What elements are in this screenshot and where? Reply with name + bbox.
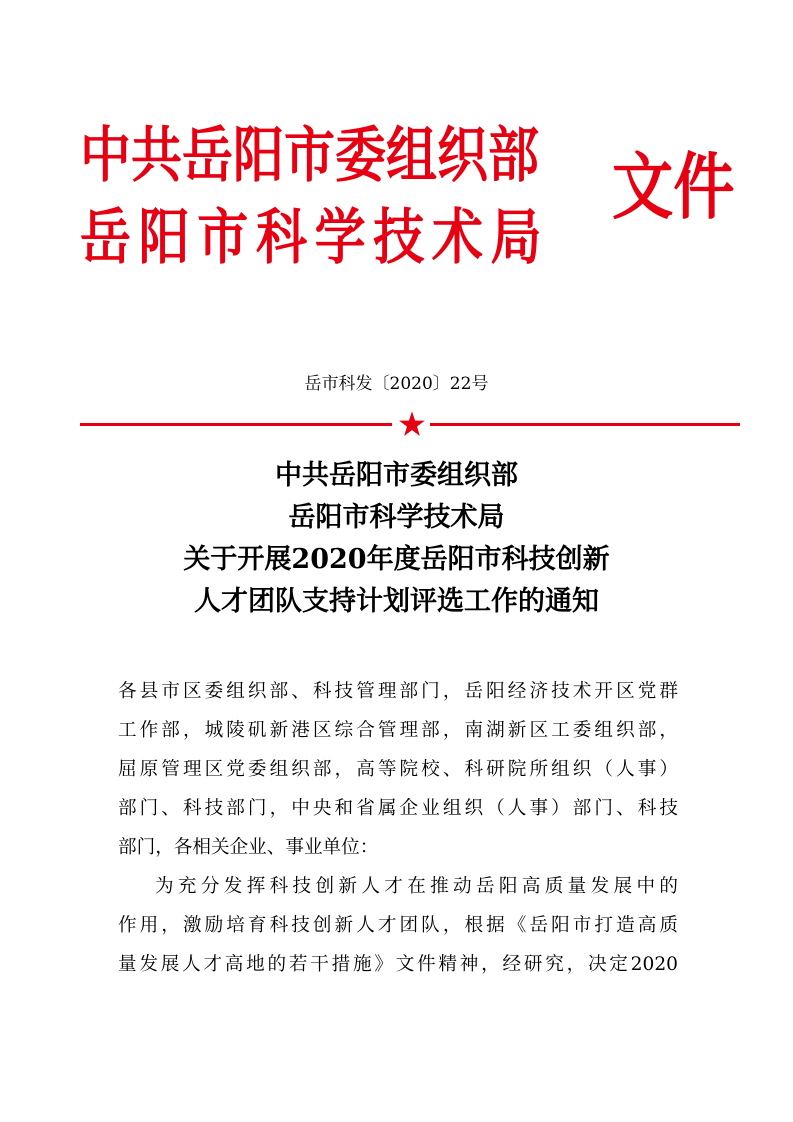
recipients-line: 屈原管理区党委组织部，高等院校、科研院所组织（人事）	[118, 759, 678, 780]
red-rule-right	[430, 423, 740, 426]
document-number: 岳市科发〔2020〕22号	[304, 374, 489, 394]
title-line-1: 中共岳阳市委组织部	[275, 460, 518, 491]
document-title	[0, 455, 793, 623]
recipients-block	[118, 672, 678, 867]
red-rule-left	[80, 423, 392, 426]
paragraph-line: 量发展人才高地的若干措施》文件精神，经研究，决定2020	[118, 954, 678, 975]
title-line-2: 岳阳市科学技术局	[288, 502, 505, 533]
document-body	[118, 672, 678, 984]
paragraph-line: 作用，激励培育科技创新人才团队，根据《岳阳市打造高质	[118, 915, 678, 936]
issuer-line-science-bureau: 岳阳市科学技术局	[80, 203, 550, 273]
title-line-3: 关于开展2020年度岳阳市科技创新	[183, 544, 610, 575]
recipients-line: 各县市区委组织部、科技管理部门，岳阳经济技术开区党群	[118, 681, 678, 702]
body-paragraph	[118, 867, 678, 984]
paragraph-line: 为充分发挥科技创新人才在推动岳阳高质量发展中的	[155, 876, 678, 897]
title-line-4: 人才团队支持计划评选工作的通知	[194, 586, 599, 617]
red-header	[80, 112, 735, 282]
document-word: 文件	[612, 144, 735, 229]
recipients-line: 部门、科技部门，中央和省属企业组织（人事）部门、科技	[118, 798, 678, 819]
recipients-line: 部门，各相关企业、事业单位：	[118, 837, 379, 858]
recipients-line: 工作部，城陵矶新港区综合管理部，南湖新区工委组织部，	[118, 720, 678, 741]
issuer-line-organization-dept: 中共岳阳市委组织部	[80, 121, 539, 191]
red-star-icon	[398, 410, 426, 438]
